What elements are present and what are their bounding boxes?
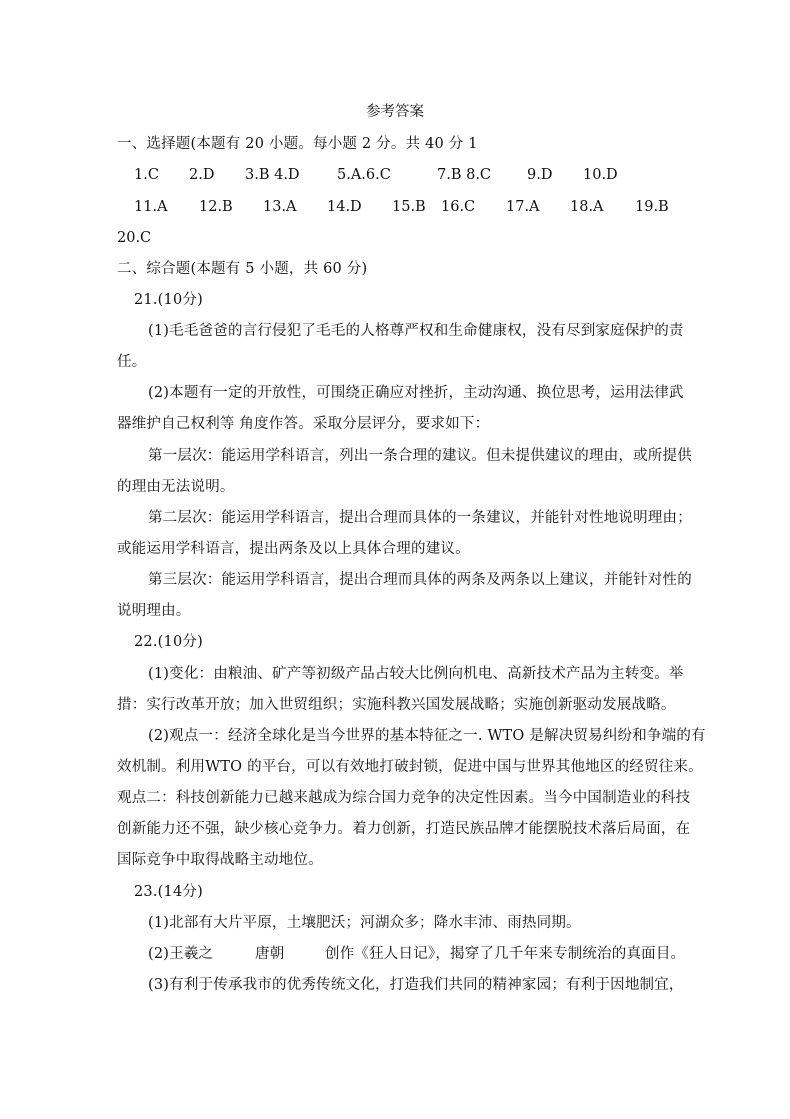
- q21-heading: 21.(10分): [134, 292, 203, 308]
- answer-16: 16.C: [441, 199, 476, 215]
- answer-3-4: 3.B 4.D: [245, 167, 300, 183]
- q22-part1-line2: 措：实行改革开放；加入世贸组织；实施科教兴国发展战略；实施创新驱动发展战略。: [117, 697, 676, 713]
- q23-heading: 23.(14分): [134, 884, 203, 900]
- q21-level3-line2: 说明理由。: [117, 603, 191, 619]
- answer-9: 9.D: [527, 167, 553, 183]
- q21-level2-line2: 或能运用学科语言，提出两条及以上具体合理的建议。: [117, 541, 470, 557]
- answer-5-6: 5.A.6.C: [337, 167, 391, 183]
- q22-heading: 22.(10分): [134, 634, 203, 650]
- answer-14: 14.D: [327, 199, 362, 215]
- q21-level3-line1: 第三层次：能运用学科语言，提出合理而具体的两条及两条以上建议，并能针对性的: [148, 572, 692, 588]
- q21-part1-line1: (1)毛毛爸爸的言行侵犯了毛毛的人格尊严权和生命健康权，没有尽到家庭保护的责: [148, 323, 684, 339]
- q21-level1-line2: 的理由无法说明。: [117, 479, 235, 495]
- q23-part2-dynasty: 唐朝: [255, 946, 285, 962]
- q22-part2-line5: 国际竞争中取得战略主动地位。: [117, 852, 323, 868]
- q23-part1: (1)北部有大片平原，土壤肥沃；河湖众多；降水丰沛、雨热同期。: [148, 915, 581, 931]
- q23-part2-work: 创作《狂人日记》，揭穿了几千年来专制统治的真面目。: [325, 946, 686, 962]
- answer-17: 17.A: [506, 199, 540, 215]
- q23-part3: (3)有利于传承我市的优秀传统文化，打造我们共同的精神家园；有利于因地制宜，: [148, 977, 684, 993]
- section2-heading: 二、综合题(本题有 5 小题，共 60 分): [117, 261, 368, 277]
- page-title: 参考答案: [366, 104, 424, 120]
- q22-part2-line2: 效机制。利用WTO 的平台，可以有效地打破封锁，促进中国与世界其他地区的经贸往来。: [117, 759, 703, 775]
- q21-level1-line1: 第一层次：能运用学科语言，列出一条合理的建议。但未提供建议的理由，或所提供: [148, 448, 692, 464]
- answer-18: 18.A: [570, 199, 604, 215]
- answer-20: 20.C: [117, 230, 152, 246]
- q21-part1-line2: 任。: [117, 354, 147, 370]
- q23-part2-author: (2)王羲之: [148, 946, 214, 962]
- q22-part1-line1: (1)变化：由粮油、矿产等初级产品占较大比例向机电、高新技术产品为主转变。举: [148, 666, 684, 682]
- answer-12: 12.B: [199, 199, 233, 215]
- answer-1: 1.C: [134, 167, 159, 183]
- q21-part2-line2: 器维护自己权利等 角度作答。采取分层评分，要求如下：: [117, 416, 490, 432]
- section1-heading: 一、选择题(本题有 20 小题。每小题 2 分。共 40 分 1: [117, 136, 478, 152]
- answer-15: 15.B: [392, 199, 426, 215]
- answer-13: 13.A: [263, 199, 297, 215]
- q21-part2-line1: (2)本题有一定的开放性，可围绕正确应对挫折，主动沟通、换位思考，运用法律武: [148, 385, 684, 401]
- answer-19: 19.B: [635, 199, 669, 215]
- answer-10: 10.D: [583, 167, 618, 183]
- answer-11: 11.A: [134, 199, 168, 215]
- q22-part2-line1: (2)观点一：经济全球化是当今世界的基本特征之一. WTO 是解决贸易纠纷和争端的有: [148, 728, 706, 744]
- q22-part2-line4: 创新能力还不强，缺少核心竞争力。着力创新，打造民族品牌才能摆脱技术落后局面，在: [117, 821, 691, 837]
- answer-2: 2.D: [189, 167, 215, 183]
- q22-part2-line3: 观点二：科技创新能力已越来越成为综合国力竞争的决定性因素。当今中国制造业的科技: [117, 790, 691, 806]
- q21-level2-line1: 第二层次：能运用学科语言，提出合理而具体的一条建议，并能针对性地说明理由；: [148, 510, 692, 526]
- answer-7-8: 7.B 8.C: [437, 167, 492, 183]
